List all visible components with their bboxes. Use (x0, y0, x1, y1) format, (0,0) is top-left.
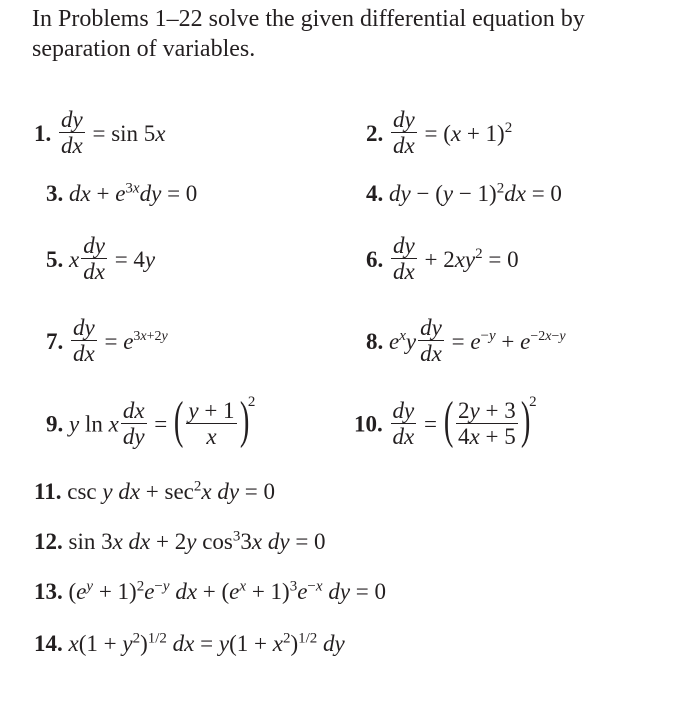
problem-13: 13. $(e^y + 1)^2e^{-y}$ dx + $(e^x + 1)^3e^{-x}$ dy = 0 (34, 578, 387, 604)
fraction: $\frac{dy}{dx}$ (420, 315, 442, 366)
fraction: $\frac{y + 1}{x}$ (188, 397, 235, 449)
fraction: $\frac{dy}{dx}$ (393, 233, 415, 284)
problem-3: 3. dx + $e^{3x}dy = 0$ (46, 180, 198, 206)
problem-2: 2. $\frac{dy}{dx}$ = $(x + 1)^2$ (366, 107, 513, 158)
problem-4: 4. dy − $(y - 1)^2dx = 0$ (366, 180, 562, 206)
problem-10: 10. $\frac{dy}{dx}$ = ( $\frac{2y + 3}{4x + 5}$ )2 (354, 392, 537, 449)
fraction: $\frac{2y + 3}{4x + 5}$ (458, 397, 516, 449)
problem-14: 14. $x(1 + y^2)^{1/2}$ dx = $y(1 + x^2)^{1/2}$ dy (34, 630, 345, 656)
problem-number: 3. (46, 181, 64, 206)
problem-12: 12. sin 3x dx + 2y $\cos^33x$ dy = 0 (34, 528, 326, 554)
problem-number: 2. (366, 120, 384, 146)
problem-number: 8. (366, 328, 384, 354)
problem-6: 6. $\frac{dy}{dx}$ + $2xy^2 = 0$ (366, 233, 519, 284)
problem-number: 13. (34, 579, 63, 604)
problem-9: 9. y ln x $\frac{dx}{dy}$ = ( $\frac{y + 1}{x}$ )2 (46, 392, 256, 449)
problem-1: 1. $\frac{dy}{dx}$ = sin 5x (34, 107, 166, 158)
problem-11: 11. csc y dx + $\sec^2x$ dy = 0 (34, 478, 276, 504)
fraction: $\frac{dy}{dx}$ (392, 397, 415, 449)
problem-number: 12. (34, 529, 63, 554)
problem-number: 14. (34, 631, 63, 656)
problem-number: 10. (354, 411, 383, 437)
fraction: $\frac{dy}{dx}$ (393, 107, 415, 158)
instructions: In Problems 1–22 solve the given differential equation by separation of variables. (32, 6, 585, 62)
fraction: $\frac{dy}{dx}$ (83, 233, 105, 284)
problem-number: 1. (34, 120, 52, 146)
problem-number: 7. (46, 328, 64, 354)
problem-7: 7. $\frac{dy}{dx}$ = $e^{3x+2y}$ (46, 315, 168, 366)
problem-number: 9. (46, 411, 64, 437)
problem-number: 11. (34, 479, 62, 504)
fraction: $\frac{dy}{dx}$ (61, 107, 83, 158)
problem-number: 4. (366, 181, 384, 206)
fraction: $\frac{dx}{dy}$ (122, 397, 145, 449)
problem-5: 5. x $\frac{dy}{dx}$ = 4y (46, 233, 156, 284)
problem-number: 5. (46, 246, 64, 272)
problem-8: 8. $e^xy$ $\frac{dy}{dx}$ = $e^{-y} + e^{-2x-y}$ (366, 315, 566, 366)
fraction: $\frac{dy}{dx}$ (73, 315, 95, 366)
problem-number: 6. (366, 246, 384, 272)
